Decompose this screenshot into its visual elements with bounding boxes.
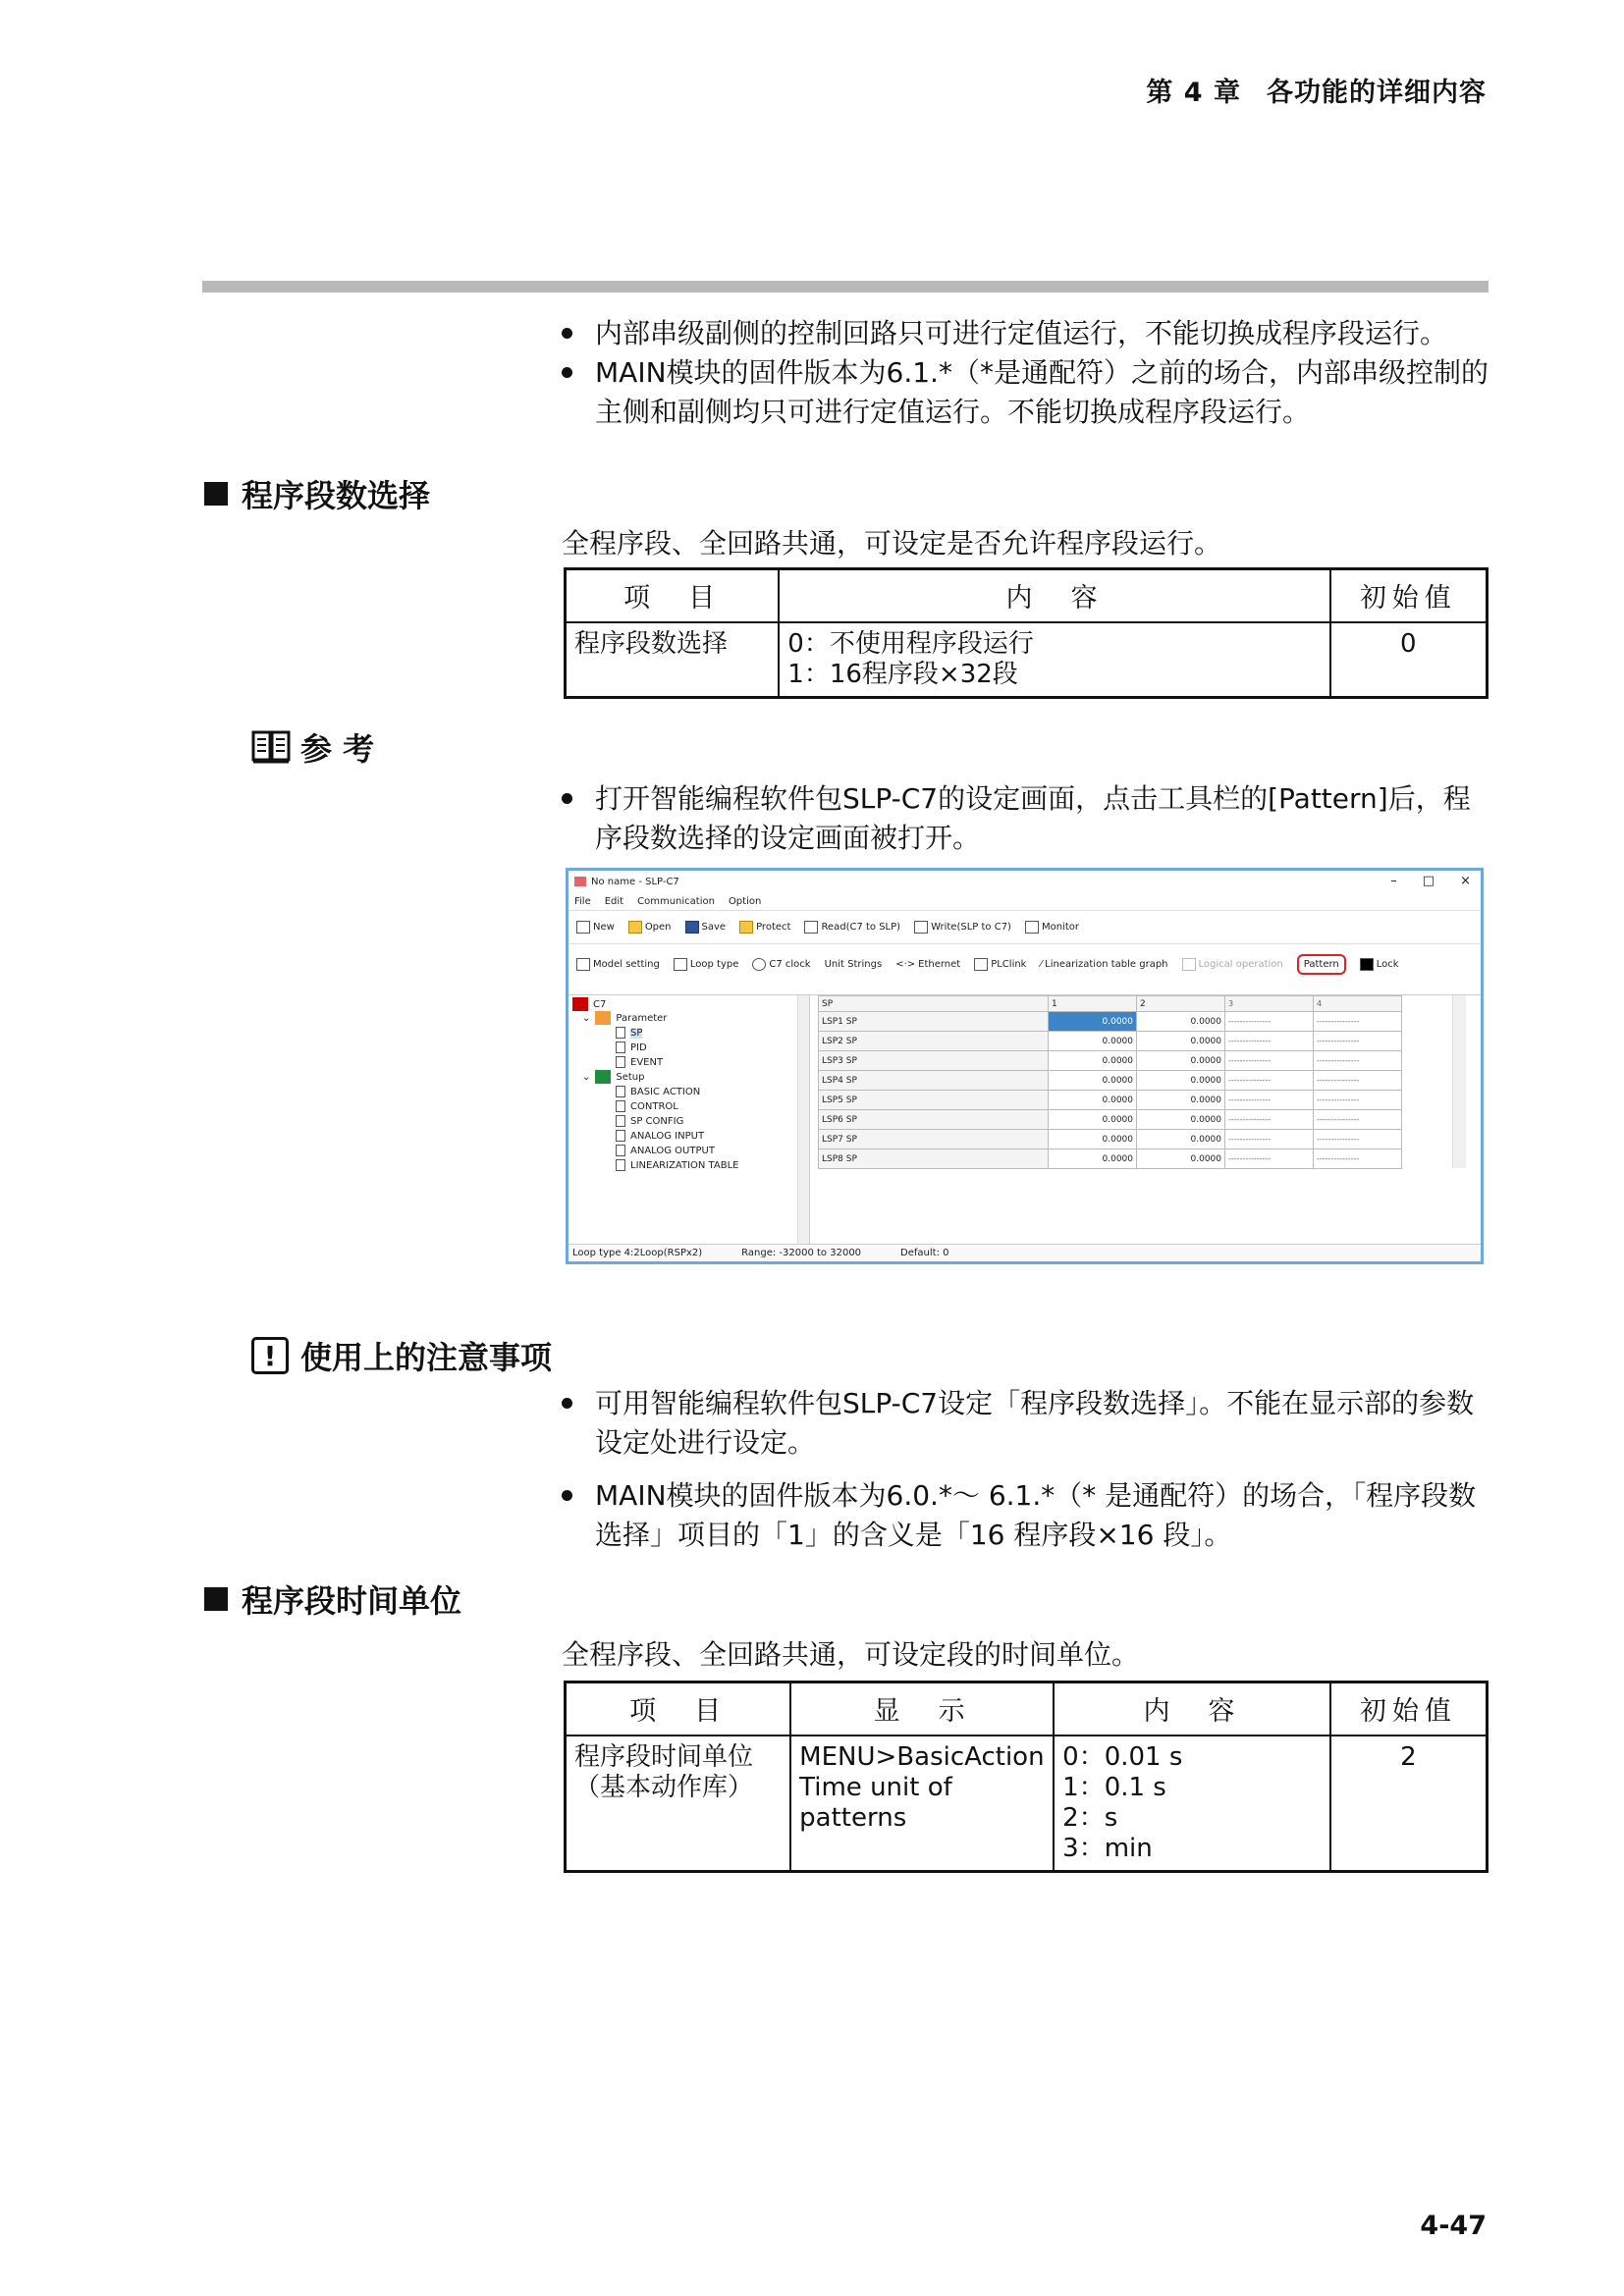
grid-cell[interactable]: 0.0000 — [1137, 1130, 1225, 1149]
row-label: LSP1 SP — [819, 1012, 1049, 1032]
loop-type-button[interactable]: Loop type — [674, 958, 739, 971]
table-row — [819, 1071, 1402, 1091]
grid-header: SP — [819, 996, 1049, 1012]
square-bullet-icon — [204, 482, 228, 506]
option-line: 0：不使用程序段运行 — [787, 628, 1034, 659]
chapter-title: 各功能的详细内容 — [1267, 78, 1487, 108]
new-button[interactable]: New — [576, 921, 615, 934]
table-cell: 0 — [1330, 622, 1488, 698]
lock-button[interactable]: Lock — [1360, 958, 1399, 971]
window-controls — [1390, 874, 1471, 888]
toolbar-secondary — [568, 943, 1481, 985]
download-icon — [804, 921, 818, 934]
setup-icon — [595, 1070, 611, 1084]
grid-cell[interactable]: 0.0000 — [1049, 1032, 1137, 1051]
table-header: 初始值 — [1330, 1682, 1488, 1735]
menu-bar — [568, 892, 1481, 910]
protect-icon — [739, 921, 753, 934]
option-line: 3：min — [1062, 1833, 1153, 1863]
section-intro: 全程序段、全回路共通，可设定是否允许程序段运行。 — [562, 527, 1222, 560]
top-bullet-list — [558, 314, 1490, 432]
table-header: 显 示 — [790, 1682, 1054, 1735]
tree-node-linearization[interactable]: LINEARIZATION TABLE — [616, 1159, 738, 1171]
tree-node-pid[interactable]: PID — [616, 1041, 647, 1053]
status-default: Default: 0 — [900, 1248, 949, 1258]
save-icon — [685, 921, 699, 934]
grid-scrollbar[interactable] — [1452, 995, 1466, 1168]
time-unit-table — [564, 1681, 1489, 1873]
table-cell — [1054, 1735, 1330, 1872]
pattern-count-table — [564, 567, 1489, 699]
table-row — [819, 1012, 1402, 1032]
reference-heading — [251, 724, 374, 770]
list-item: MAIN模块的固件版本为6.0.*～ 6.1.*（* 是通配符）的场合，「程序段数选择」项目的「1」的含义是「16 程序段×16 段」。 — [558, 1476, 1490, 1555]
write-button[interactable]: Write(SLP to C7) — [914, 921, 1011, 934]
table-row — [819, 1149, 1402, 1169]
model-setting-button[interactable]: Model setting — [576, 958, 660, 971]
table-header: 项 目 — [566, 569, 780, 622]
app-icon — [574, 877, 586, 886]
note-bullet-list — [558, 1384, 1490, 1555]
clock-icon — [752, 958, 766, 971]
section-title: 程序段数选择 — [242, 477, 431, 514]
section-title: 程序段时间单位 — [242, 1582, 462, 1620]
table-row — [819, 1130, 1402, 1149]
grid-cell[interactable]: --------------- — [1314, 1149, 1402, 1169]
page-number: 4-47 — [1420, 2211, 1487, 2241]
grid-cell[interactable]: 0.0000 — [1137, 1032, 1225, 1051]
table-row — [819, 1051, 1402, 1071]
grid-icon — [1025, 921, 1039, 934]
grid-cell[interactable]: --------------- — [1314, 1032, 1402, 1051]
grid-header: 4 — [1314, 996, 1402, 1012]
grid-cell[interactable]: 0.0000 — [1137, 1051, 1225, 1071]
grid-cell[interactable]: 0.0000 — [1137, 1091, 1225, 1110]
chapter-label: 第 4 章 — [1146, 78, 1241, 108]
document-icon — [616, 1086, 625, 1097]
table-cell — [790, 1735, 1054, 1872]
document-icon — [616, 1159, 625, 1171]
loop-icon — [674, 958, 687, 971]
status-range: Range: -32000 to 32000 — [741, 1248, 862, 1258]
c7-icon — [572, 997, 588, 1011]
grid-cell[interactable]: --------------- — [1225, 1071, 1314, 1091]
list-item: 打开智能编程软件包SLP-C7的设定画面，点击工具栏的[Pattern]后，程序段数选择的设定画面被打开。 — [558, 779, 1490, 858]
reference-title: 参 考 — [300, 730, 375, 768]
row-label: LSP8 SP — [819, 1149, 1049, 1169]
maximize-icon[interactable]: □ — [1422, 874, 1435, 888]
graph-icon: ⁄ — [1040, 959, 1043, 970]
save-button[interactable]: Save — [685, 921, 727, 934]
window-title: No name - SLP-C7 — [591, 876, 679, 887]
grid-cell[interactable]: 0.0000 — [1137, 1110, 1225, 1130]
status-loop-type: Loop type 4:2Loop(RSPx2) — [572, 1248, 703, 1258]
document-icon — [616, 1100, 625, 1112]
collapse-icon: ⌄ — [582, 1071, 591, 1083]
table-row — [819, 1032, 1402, 1051]
folder-icon — [628, 921, 642, 934]
grid-cell[interactable]: 0.0000 — [1049, 1051, 1137, 1071]
grid-cell[interactable]: 0.0000 — [1049, 1149, 1137, 1169]
grid-cell[interactable]: 0.0000 — [1049, 1091, 1137, 1110]
linearization-graph-button[interactable]: ⁄ Linearization table graph — [1040, 959, 1168, 970]
tree-node-parameter[interactable]: ⌄ Parameter — [582, 1012, 668, 1024]
tree-node-sp[interactable]: SP — [616, 1027, 642, 1039]
table-header: 项 目 — [566, 1682, 791, 1735]
table-cell — [566, 1735, 791, 1872]
tree-node-setup[interactable]: ⌄ Setup — [582, 1071, 645, 1083]
sp-grid — [818, 995, 1417, 1169]
c7-clock-button[interactable]: C7 clock — [752, 958, 810, 971]
option-line: 2：s — [1062, 1802, 1118, 1833]
section-heading — [204, 1576, 461, 1622]
grid-cell[interactable]: --------------- — [1314, 1110, 1402, 1130]
tree-node-control[interactable]: CONTROL — [616, 1100, 678, 1112]
list-item: 可用智能编程软件包SLP-C7设定「程序段数选择」。不能在显示部的参数设定处进行设定。 — [558, 1384, 1490, 1463]
table-header: 初始值 — [1330, 569, 1488, 622]
document-icon — [616, 1145, 625, 1156]
main-pane — [568, 994, 1481, 1244]
close-icon[interactable]: × — [1460, 874, 1471, 888]
plclink-icon — [974, 958, 988, 971]
protect-button[interactable]: Protect — [739, 921, 790, 934]
toolbar-primary — [568, 910, 1481, 943]
collapse-icon: ⌄ — [582, 1012, 591, 1024]
slp-c7-window — [566, 868, 1484, 1264]
option-line: 0：0.01 s — [1062, 1741, 1183, 1772]
grid-cell[interactable]: --------------- — [1225, 1130, 1314, 1149]
row-label: LSP2 SP — [819, 1032, 1049, 1051]
monitor-button[interactable]: Monitor — [1025, 921, 1079, 934]
note-heading — [251, 1333, 552, 1378]
table-cell: 2 — [1330, 1735, 1488, 1872]
exclamation-icon: ! — [251, 1337, 289, 1374]
open-button[interactable]: Open — [628, 921, 672, 934]
option-line: 1：0.1 s — [1062, 1772, 1166, 1802]
row-label: LSP5 SP — [819, 1091, 1049, 1110]
grid-cell[interactable]: --------------- — [1225, 1091, 1314, 1110]
plclink-button[interactable]: PLClink — [974, 958, 1026, 971]
section-intro: 全程序段、全回路共通，可设定段的时间单位。 — [562, 1638, 1140, 1671]
row-label: LSP4 SP — [819, 1071, 1049, 1091]
display-line: MENU>BasicAction — [799, 1741, 1045, 1772]
ethernet-button[interactable]: <·> Ethernet — [895, 959, 961, 970]
grid-cell[interactable]: --------------- — [1314, 1130, 1402, 1149]
tree-node-event[interactable]: EVENT — [616, 1056, 663, 1068]
minimize-icon[interactable]: – — [1390, 874, 1397, 888]
upload-icon — [914, 921, 928, 934]
lock-icon — [1360, 958, 1374, 971]
section-divider — [202, 281, 1489, 293]
running-header — [1146, 71, 1487, 109]
ethernet-icon: <·> — [895, 959, 916, 970]
tree-node-c7[interactable]: C7 — [572, 997, 606, 1011]
square-bullet-icon — [204, 1587, 228, 1611]
display-line: Time unit of patterns — [799, 1772, 952, 1833]
document-icon — [616, 1130, 625, 1142]
row-label: LSP3 SP — [819, 1051, 1049, 1071]
window-titlebar — [568, 871, 1481, 892]
document-icon — [616, 1056, 625, 1068]
list-item: MAIN模块的固件版本为6.1.*（*是通配符）之前的场合，内部串级控制的主侧和副侧均只可进行定值运行。不能切换成程序段运行。 — [558, 353, 1490, 432]
grid-cell[interactable]: 0.0000 — [1137, 1071, 1225, 1091]
table-row — [819, 1110, 1402, 1130]
read-button[interactable]: Read(C7 to SLP) — [804, 921, 900, 934]
status-bar — [568, 1244, 1481, 1261]
option-line: 1：16程序段×32段 — [787, 659, 1018, 689]
pattern-button[interactable]: Pattern — [1297, 954, 1346, 975]
grid-header: 1 — [1049, 996, 1137, 1012]
grid-header: 2 — [1137, 996, 1225, 1012]
grid-cell[interactable]: 0.0000 — [1137, 1149, 1225, 1169]
tree-node-analog-output[interactable]: ANALOG OUTPUT — [616, 1145, 715, 1156]
list-item: 内部串级副侧的控制回路只可进行定值运行，不能切换成程序段运行。 — [558, 314, 1490, 353]
grid-cell[interactable]: 0.0000 — [1049, 1012, 1137, 1032]
logical-operation-button[interactable]: Logical operation — [1182, 958, 1283, 971]
logic-icon — [1182, 958, 1196, 971]
grid-cell[interactable]: --------------- — [1225, 1149, 1314, 1169]
grid-cell[interactable]: --------------- — [1314, 1091, 1402, 1110]
document-icon — [616, 1027, 625, 1039]
row-label: LSP7 SP — [819, 1130, 1049, 1149]
parameter-icon — [595, 1011, 611, 1025]
grid-cell[interactable]: 0.0000 — [1049, 1071, 1137, 1091]
item-line: （基本动作库） — [574, 1772, 754, 1802]
reference-bullet-list — [558, 779, 1490, 858]
table-header: 内 容 — [779, 569, 1329, 622]
table-header: 内 容 — [1054, 1682, 1330, 1735]
grid-cell[interactable]: --------------- — [1314, 1071, 1402, 1091]
document-icon — [616, 1115, 625, 1127]
grid-cell[interactable]: --------------- — [1225, 1012, 1314, 1032]
tree-node-analog-input[interactable]: ANALOG INPUT — [616, 1130, 704, 1142]
new-file-icon — [576, 921, 590, 934]
menu-communication[interactable]: Communication — [637, 895, 715, 907]
grid-header: 3 — [1225, 996, 1314, 1012]
tree-node-basic-action[interactable]: BASIC ACTION — [616, 1086, 700, 1097]
grid-cell[interactable]: 0.0000 — [1049, 1130, 1137, 1149]
document-icon — [616, 1041, 625, 1053]
grid-cell[interactable]: --------------- — [1225, 1032, 1314, 1051]
item-line: 程序段时间单位 — [574, 1741, 754, 1772]
parameter-tree — [568, 995, 810, 1245]
grid-cell[interactable]: 0.0000 — [1049, 1110, 1137, 1130]
row-label: LSP6 SP — [819, 1110, 1049, 1130]
grid-cell[interactable]: --------------- — [1314, 1051, 1402, 1071]
menu-option[interactable]: Option — [728, 895, 762, 907]
table-cell: 程序段数选择 — [566, 622, 780, 698]
tree-scrollbar[interactable] — [797, 995, 809, 1245]
grid-cell[interactable]: --------------- — [1225, 1110, 1314, 1130]
menu-file[interactable]: File — [574, 895, 591, 907]
gear-icon — [576, 958, 590, 971]
grid-cell[interactable]: --------------- — [1225, 1051, 1314, 1071]
grid-cell[interactable]: 0.0000 — [1137, 1012, 1225, 1032]
note-title: 使用上的注意事项 — [300, 1339, 553, 1376]
unit-strings-button[interactable]: Unit Strings — [824, 959, 883, 970]
book-icon — [251, 729, 291, 765]
menu-edit[interactable]: Edit — [604, 895, 624, 907]
table-row — [819, 1091, 1402, 1110]
section-heading — [204, 471, 430, 516]
grid-cell[interactable]: --------------- — [1314, 1012, 1402, 1032]
table-cell — [779, 622, 1329, 698]
tree-node-sp-config[interactable]: SP CONFIG — [616, 1115, 683, 1127]
